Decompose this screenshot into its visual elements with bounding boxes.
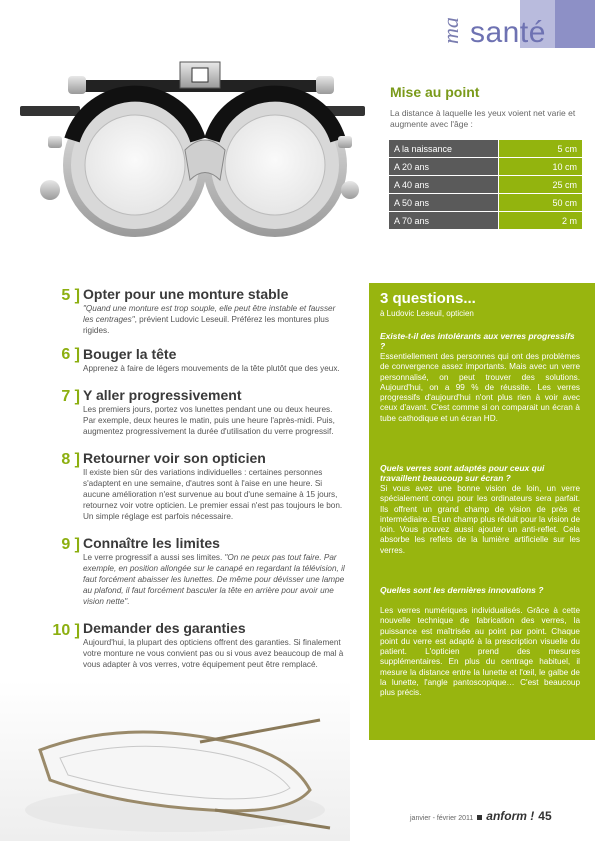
section-label-sante: santé: [470, 16, 546, 49]
tip-body: Les premiers jours, portez vos lunettes pendant une ou deux heures. Par exemple, deux heures le matin, puis une heure l'après-midi. Puis, augmentez progressivement la durée d'utilisation du verre progressif.: [83, 405, 335, 436]
age-cell: A 50 ans: [389, 194, 499, 212]
distance-cell: 2 m: [499, 212, 582, 230]
square-bullet-icon: [477, 815, 482, 820]
tip-title: Demander des garanties: [83, 620, 246, 636]
tip-number: 5 ]: [61, 287, 80, 304]
sidebar-answer: Si vous avez une bonne vision de loin, un verre spécialement conçu pour les ordinateurs sera parfait. Ils offrent un grand champ de vision de près et intermédiaire. Et un champ plus réduit pour la vision de loin. Vous pouvez aussi ajouter un anti-reflet. Cela absorbe les reflets de la lumière artificielle sur les verres.: [380, 484, 580, 555]
tip-body: Le verre progressif a aussi ses limites. "On ne peux pas tout faire. Par exemple, en position allongée sur le canapé en regardant la télévision, il faut forcément abaisser les lunettes. De même pour dévisser une lampe au plafond, il faut forcément basculer la tête en arrière pour avoir une vision nette".: [83, 553, 345, 606]
tip-body: Aujourd'hui, la plupart des opticiens offrent des garanties. Si finalement votre monture ne vous convient pas ou si vous avez beaucoup de mal à vous adapter à vos verres, votre équipement peut être remplacé.: [83, 638, 344, 669]
tip-title: Opter pour une monture stable: [83, 286, 289, 302]
distance-cell: 25 cm: [499, 176, 582, 194]
issue-date: janvier - février 2011: [410, 815, 474, 822]
sidebar-question: Quelles sont les dernières innovations ?: [380, 585, 544, 595]
page-footer: [410, 809, 552, 823]
glasses-image: [0, 680, 350, 841]
table-row: [389, 212, 582, 230]
tip-number: 10 ]: [52, 622, 80, 639]
tip-number: 9 ]: [61, 536, 80, 553]
section-label-ma: ma: [438, 17, 463, 44]
tip-title: Y aller progressivement: [83, 387, 242, 403]
tip-body: Il existe bien sûr des variations individuelles : certaines personnes s'adaptent en une semaine, d'autres sont à l'aise en une heure. Si aucune amélioration n'est survenue au bout d'une semaine à 15 jours, retournez voir votre opticien. Le premier essai n'est pas toujours le bon. Un simple réglage est parfois nécessaire.: [83, 468, 343, 521]
tip-number: 8 ]: [61, 451, 80, 468]
sidebar-question: Quels verres sont adaptés pour ceux qui travaillent beaucoup sur écran ?: [380, 463, 545, 483]
page-number: 45: [538, 809, 552, 823]
magazine-brand: anform !: [486, 809, 535, 823]
table-row: [389, 176, 582, 194]
sidebar-answer: Essentiellement des personnes qui ont des problèmes de convergence assez importants. Mais avec un verre personnalisé, on peut trouver des solutions. Aujourd'hui, on a 99 % de réussite. Les verres progressifs d'aujourd'hui n'ont plus rien à voir avec ceux d'avant. C'est comme si on comparait un écran à tube cathodique et un écran HD.: [380, 352, 580, 423]
table-row: [389, 194, 582, 212]
sidebar-answer: Les verres numériques individualisés. Grâce à cette nouvelle technique de fabrication des verres, la puissance est maîtrisée au point par point. Chaque point du verre est adapté à la prescription visuelle du patient. L'opticien prend des mesures supplémentaires. En plus du centrage habituel, il mesure la distance entre la lunette et l'œil, le galbe de la lunette, l'angle pantoscopique… C'est beaucoup plus précis.: [380, 606, 580, 698]
mise-au-point-intro: La distance à laquelle les yeux voient net varie et augmente avec l'âge :: [390, 108, 576, 129]
age-cell: A 20 ans: [389, 158, 499, 176]
sidebar-subtitle: à Ludovic Leseuil, opticien: [380, 309, 474, 318]
tip-title: Bouger la tête: [83, 346, 177, 362]
tip-body: "Quand une monture est trop souple, elle peut être instable et fausser les centrages", prévient Ludovic Leseuil. Préférez les montures plus rigides.: [83, 304, 336, 335]
age-cell: A 70 ans: [389, 212, 499, 230]
tip-title: Retourner voir son opticien: [83, 450, 266, 466]
distance-cell: 5 cm: [499, 140, 582, 158]
sidebar-title: 3 questions...: [380, 290, 476, 307]
mise-au-point-title: Mise au point: [390, 84, 480, 100]
header-accent-dark: [555, 0, 595, 48]
distance-cell: 50 cm: [499, 194, 582, 212]
table-row: [389, 158, 582, 176]
tip-body: Apprenez à faire de légers mouvements de la tête plutôt que des yeux.: [83, 364, 340, 373]
distance-table: [389, 140, 582, 230]
age-cell: A la naissance: [389, 140, 499, 158]
age-cell: A 40 ans: [389, 176, 499, 194]
tip-number: 6 ]: [61, 346, 80, 363]
table-row: [389, 140, 582, 158]
sidebar-question: Existe-t-il des intolérants aux verres progressifs ?: [380, 331, 575, 351]
tip-title: Connaître les limites: [83, 535, 220, 551]
trial-frame-image: [20, 40, 365, 260]
tip-number: 7 ]: [61, 388, 80, 405]
distance-cell: 10 cm: [499, 158, 582, 176]
